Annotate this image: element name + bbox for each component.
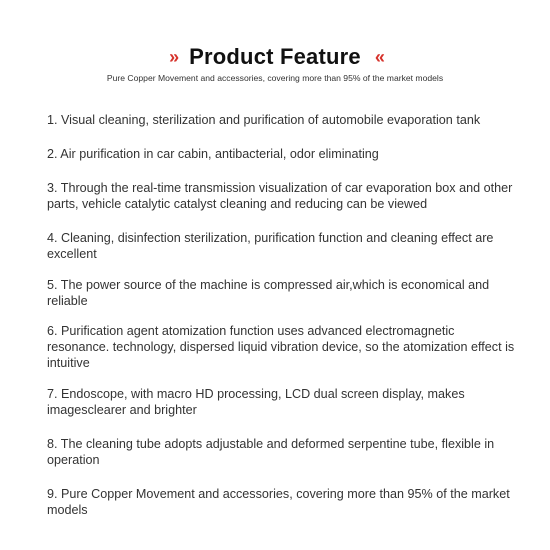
page-subtitle: Pure Copper Movement and accessories, covering more than 95% of the market models (106, 73, 444, 83)
double-chevron-right-icon: » (169, 47, 176, 67)
feature-item: 6. Purification agent atomization function uses advanced electromagnetic resonance. technology, dispersed liquid vibration device, so the atomization effect is intuitive (47, 324, 515, 370)
feature-item: 9. Pure Copper Movement and accessories, covering more than 95% of the market models (47, 487, 510, 517)
feature-item: 2. Air purification in car cabin, antibacterial, odor eliminating (47, 147, 379, 161)
page-title: Product Feature (189, 44, 361, 69)
double-chevron-left-icon: « (374, 47, 381, 67)
page-header (0, 40, 550, 74)
feature-item: 5. The power source of the machine is compressed air,which is economical and reliable (47, 278, 490, 308)
feature-item: 1. Visual cleaning, sterilization and purification of automobile evaporation tank (47, 113, 481, 127)
feature-item: 4. Cleaning, disinfection sterilization, purification function and cleaning effect are excellent (47, 231, 494, 261)
feature-item: 7. Endoscope, with macro HD processing, LCD dual screen display, makes imagesclearer and brighter (47, 387, 465, 417)
feature-item: 8. The cleaning tube adopts adjustable and deformed serpentine tube, flexible in operation (47, 437, 495, 467)
feature-item: 3. Through the real-time transmission visualization of car evaporation box and other parts, vehicle catalytic catalyst cleaning and reducing can be viewed (47, 181, 513, 211)
